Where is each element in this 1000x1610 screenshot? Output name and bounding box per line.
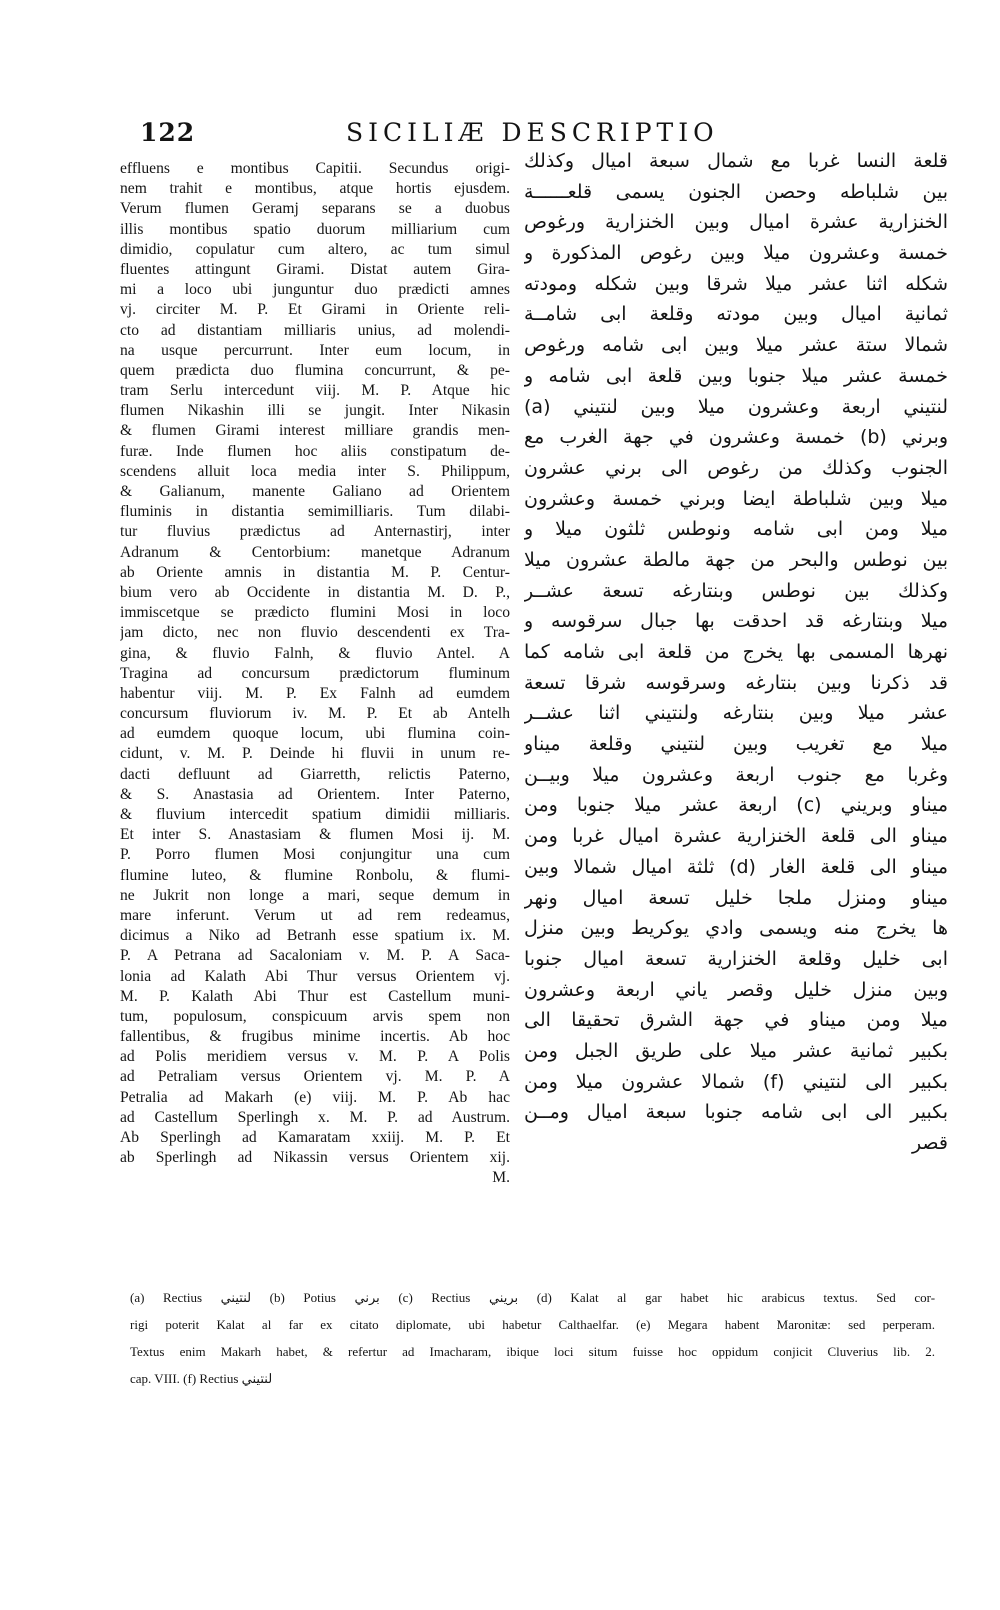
text-line: immiscetque se prædicto flumini Mosi in loco <box>120 604 510 622</box>
text-line: وبين منزل خليل وقصر ياني اربعة وعشرون <box>524 978 948 1001</box>
text-line: & flumen Girami interest milliare grandis men- <box>120 422 510 440</box>
text-line: بكبير ثمانية عشر ميلا على طريق الجبل ومن <box>524 1039 948 1062</box>
text-line: quem prædicta duo flumina concurrunt, & pe- <box>120 361 510 379</box>
text-line: الخنزارية عشرة اميال وبين الخنزارية ورغوص <box>524 211 948 234</box>
text-line: effluens e montibus Capitii. Secundus origi- <box>120 160 510 177</box>
text-line: concursum fluviorum iv. M. P. Et ab Antelh <box>120 705 510 723</box>
text-line: dimidio, copulatur cum altero, ac tum simul <box>120 240 510 258</box>
text-line: ها يخرج منه ويسمى وادي يوكريط وبين منزل <box>524 917 948 940</box>
text-line: شكله اثنا عشر ميلا شرقا وبين شكله ومودته <box>524 272 948 295</box>
text-line: & S. Anastasia ad Orientem. Inter Paterno, <box>120 785 510 803</box>
text-line: قصر <box>911 1132 948 1154</box>
text-line: (a) Rectius لنتيني (b) Potius برني (c) Rectius بريني (d) Kalat al gar habet hic arabicus textus. Sed cor- <box>130 1290 935 1305</box>
text-line: illis montibus spatio duorum milliarium cum <box>120 220 510 238</box>
text-line: nem trahit e montibus, atque hortis ejusdem. <box>120 180 510 198</box>
text-line: خمسة وعشرون ميلا وبين رغوص المذكورة و <box>524 242 948 265</box>
text-line: P. Porro flumen Mosi conjungitur una cum <box>120 846 510 864</box>
text-line: & fluvium intercedit spatium dimidii milliaris. <box>120 806 510 823</box>
text-line: rigi poterit Kalat al far ex citato diplomate, ubi habetur Calthaelfar. (e) Megara habent Maronitæ: sed perperam. <box>130 1317 935 1332</box>
text-line: fallentibus, & frugibus minime incertis. Ab hoc <box>120 1028 510 1046</box>
latin-text-column <box>120 160 510 1190</box>
text-line: قلعة النسا غربا مع شمال سبعة اميال وكذلك <box>524 150 948 172</box>
running-title: SICILIÆ DESCRIPTIO <box>346 118 719 147</box>
text-line: Et inter S. Anastasiam & flumen Mosi ij. M. <box>120 826 510 844</box>
arabic-text-column <box>524 150 948 1163</box>
text-line: ميلا ومن ابى شامه ونوطس ثلثون ميلا و <box>524 518 948 541</box>
text-line: gina, & fluvio Falnh, & fluvio Antel. A <box>120 644 510 662</box>
text-line: Adranum & Centorbium: manetque Adranum <box>120 543 510 561</box>
text-line: ميلا ومن ميناو في جهة الشرق تحقيقا الى <box>524 1009 948 1032</box>
text-line: bium vero ab Occidente in distantia M. D. P., <box>120 583 510 601</box>
text-line: بكبير الى لنتيني (f) شمالا عشرون ميلا ومن <box>524 1070 948 1093</box>
text-line: ميناو وبريني (c) اربعة عشر ميلا جنوبا ومن <box>524 794 948 817</box>
text-line: fluentes attingunt Girami. Distat autem Gira- <box>120 260 510 278</box>
text-line: ميناو ومنزل ملجا خليل تسعة اميال ونهر <box>524 886 948 909</box>
footnotes <box>130 1290 935 1398</box>
text-line: lonia ad Kalath Abi Thur versus Orientem vj. <box>120 967 510 985</box>
text-line: خمسة عشر ميلا جنوبا وبين قلعة ابى شامه و <box>524 364 948 387</box>
text-line: بكبير الى ابى شامه جنوبا سبعة اميال ومــن <box>524 1101 948 1124</box>
text-line: Ab Sperlingh ad Kamaratam xxiij. M. P. Et <box>120 1129 510 1146</box>
text-line: بين نوطس والبحر من جهة مالطة عشرون ميلا <box>524 548 948 571</box>
text-line: ميلا مع تغريب وبين لنتيني وقلعة ميناو <box>524 733 948 756</box>
text-line: vj. circiter M. P. Et Girami in Oriente reli- <box>120 301 510 319</box>
text-line: شمالا ستة عشر ميلا وبين ابى شامه ورغوص <box>524 334 948 357</box>
text-line: furæ. Inde flumen hoc aliis constipatum de- <box>120 442 510 460</box>
text-line: ميناو الى قلعة الخنزارية عشرة اميال غربا ومن <box>524 825 948 848</box>
text-line: ميناو الى قلعة الغار (d) ثلثة اميال شمالا وبين <box>524 855 948 878</box>
text-line: fluminis in distantia semimilliaris. Tum dilabi- <box>120 503 510 521</box>
text-line: Textus enim Makarh habet, & refertur ad Imacharam, ibique loci situm fuisse hoc oppidum conjicit Cluverius lib. 2. <box>130 1344 935 1359</box>
text-line: M. P. Kalath Abi Thur est Castellum muni- <box>120 987 510 1005</box>
text-line: na usque percurrunt. Inter eum locum, in <box>120 341 510 359</box>
text-line: نهرها المسمى بها يخرج من قلعة ابى شامه كما <box>524 641 948 663</box>
text-line: M. <box>492 1169 510 1187</box>
text-line: dacti defluunt ad Giarretth, relictis Paterno, <box>120 765 510 783</box>
text-line: cto ad distantiam milliaris unius, ad molendi- <box>120 321 510 339</box>
text-line: Petralia ad Makarh (e) viij. M. P. Ab hac <box>120 1088 510 1106</box>
text-line: tum, populosum, conspicuum arvis spem non <box>120 1007 510 1025</box>
text-line: ميلا وبين شلباطة ايضا وبرني خمسة وعشرون <box>524 487 948 510</box>
text-line: وبرني (b) خمسة وعشرون في جهة الغرب مع <box>524 426 948 449</box>
text-line: ad Petraliam versus Orientem vj. M. P. A <box>120 1068 510 1086</box>
text-line: قد ذكرنا وبين بنتارغه وسرقوسه شرقا تسعة <box>524 671 948 694</box>
text-line: ad eumdem quoque locum, ubi flumina coin- <box>120 725 510 743</box>
text-line: Tragina ad concursum prædictorum fluminum <box>120 664 510 682</box>
text-line: ثمانية اميال وبين مودته وقلعة ابى شامــة <box>524 303 948 326</box>
text-line: ab Sperlingh ad Nikassin versus Orientem xij. <box>120 1149 510 1167</box>
text-line: habentur viij. M. P. Ex Falnh ad eumdem <box>120 684 510 702</box>
text-line: scendens alluit loca media inter S. Philippum, <box>120 462 510 480</box>
text-line: mare inferunt. Verum ut ad rem redeamus, <box>120 906 510 924</box>
text-line: tram Serlu intercedunt viij. M. P. Atque hic <box>120 382 510 400</box>
text-line: dicimus a Niko ad Betranh esse spatium ix. M. <box>120 927 510 945</box>
text-line: flumen Nikashin illi se jungit. Inter Nikasin <box>120 402 510 420</box>
text-line: وكذلك بين نوطس وبنتارغه تسعة عشــر <box>524 579 948 602</box>
text-line: P. A Petrana ad Sacaloniam v. M. P. A Saca- <box>120 947 510 965</box>
text-line: flumine luteo, & flumine Ronbolu, & flumi- <box>120 866 510 884</box>
text-line: عشر ميلا وبين بنتارغه ولنتيني اثنا عشــر <box>524 702 948 725</box>
text-line: الجنوب وكذلك من رغوص الى برني عشرون <box>524 456 948 479</box>
text-line: ad Castellum Sperlingh x. M. P. ad Austrum. <box>120 1108 510 1126</box>
text-line: ميلا وبنتارغه قد احدقت بها جبال سرقوسه و <box>524 610 948 633</box>
text-line: & Galianum, manente Galiano ad Orientem <box>120 483 510 500</box>
text-line: cap. VIII. (f) Rectius لنتيني <box>130 1371 273 1386</box>
text-line: ab Oriente amnis in distantia M. P. Centur- <box>120 563 510 581</box>
text-line: لنتيني اربعة وعشرون ميلا وبين لنتيني (a) <box>524 395 948 418</box>
text-line: ad Polis meridiem versus v. M. P. A Polis <box>120 1048 510 1066</box>
text-line: ne Jukrit non longe a mari, seque demum in <box>120 886 510 904</box>
text-line: tur fluvius prædictus ad Anternastirj, inter <box>120 523 510 541</box>
text-line: mi a loco ubi junguntur duo prædicti amnes <box>120 281 510 299</box>
text-line: وغربا مع جنوب اربعة وعشرون ميلا وبيــن <box>524 763 948 786</box>
text-line: jam dicto, nec non fluvio descendenti ex Tra- <box>120 624 510 642</box>
text-line: بين شلباطه وحصن الجنون يسمى قلعــــــة <box>524 180 948 203</box>
text-line: cidunt, v. M. P. Deinde hi fluvii in unum re- <box>120 745 510 763</box>
text-line: ابى خليل وقلعة الخنزارية تسعة اميال جنوبا <box>524 947 948 970</box>
text-line: Verum flumen Geramj separans se a duobus <box>120 200 510 218</box>
page-number: 122 <box>140 118 196 147</box>
